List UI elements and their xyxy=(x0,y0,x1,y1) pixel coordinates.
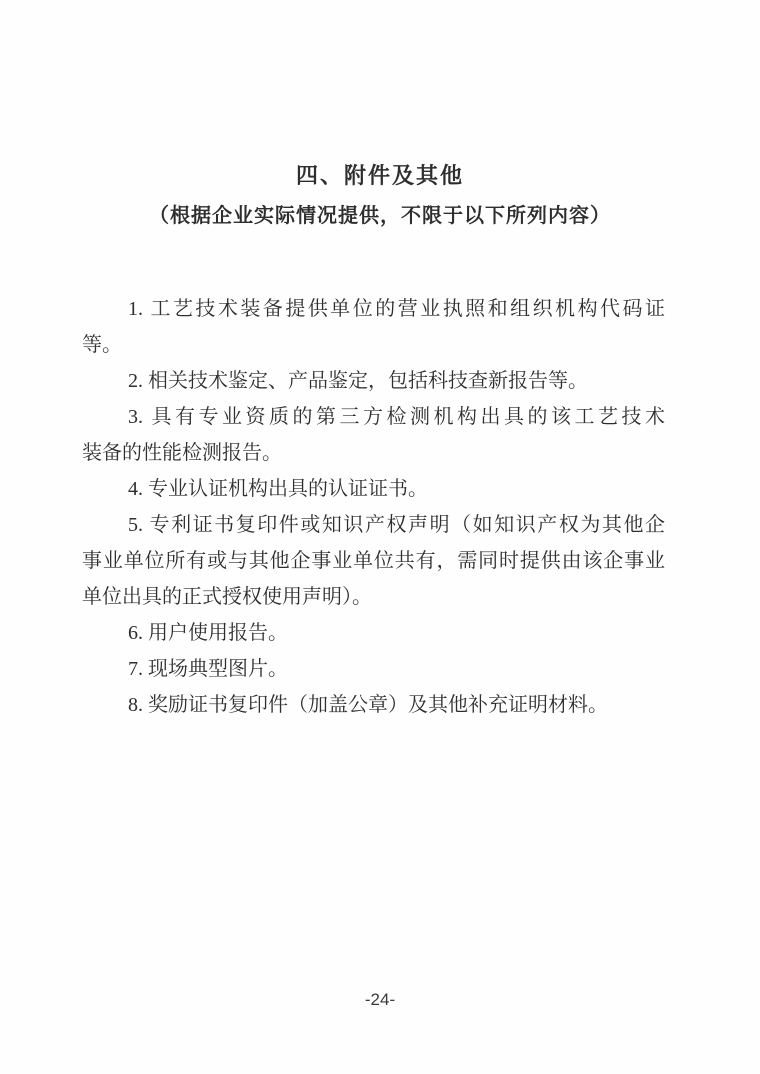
list-item-2 xyxy=(82,363,665,399)
list-item-3 xyxy=(82,399,665,471)
body-line: 3. 具有专业资质的第三方检测机构出具的该工艺技术 xyxy=(128,406,665,428)
body-line: 6. 用户使用报告。 xyxy=(128,622,288,644)
list-item-8 xyxy=(82,687,665,723)
body-line: 装备的性能检测报告。 xyxy=(82,442,282,464)
body-line: 单位出具的正式授权使用声明）。 xyxy=(82,586,372,608)
body-line: 1. 工艺技术装备提供单位的营业执照和组织机构代码证 xyxy=(128,298,665,320)
list-item-7 xyxy=(82,651,665,687)
body-line: 等。 xyxy=(82,334,122,356)
body-line: 4. 专业认证机构出具的认证证书。 xyxy=(128,478,428,500)
list-item-1 xyxy=(82,291,665,363)
list-item-5 xyxy=(82,507,665,615)
body-line: 事业单位所有或与其他企事业单位共有，需同时提供由该企事业 xyxy=(82,550,665,572)
body-line: 2. 相关技术鉴定、产品鉴定，包括科技查新报告等。 xyxy=(128,370,588,392)
attachment-list xyxy=(82,291,665,723)
page-number: -24- xyxy=(364,990,396,1009)
body-line: 5. 专利证书复印件或知识产权声明（如知识产权为其他企 xyxy=(128,514,665,536)
body-line: 7. 现场典型图片。 xyxy=(128,658,288,680)
list-item-6 xyxy=(82,615,665,651)
section-title: 四、附件及其他 xyxy=(295,163,464,188)
section-subtitle: （根据企业实际情况提供，不限于以下所列内容） xyxy=(149,205,611,227)
list-item-4 xyxy=(82,471,665,507)
body-line: 8. 奖励证书复印件（加盖公章）及其他补充证明材料。 xyxy=(128,694,608,716)
